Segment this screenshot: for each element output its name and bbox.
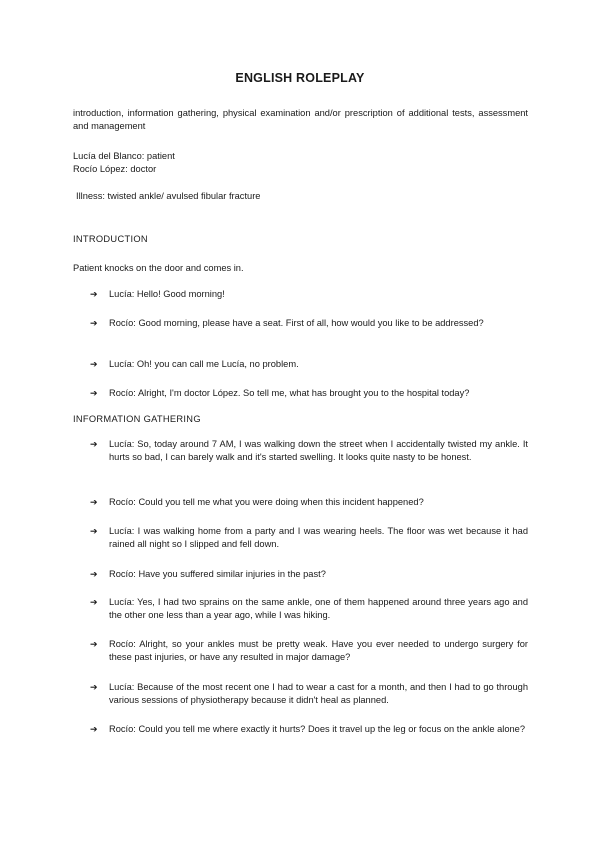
role-list bbox=[73, 150, 175, 176]
dialogue-line: Lucía: I was walking home from a party and I was wearing heels. The floor was wet because it had rained all night so I slipped and fell down. bbox=[109, 526, 528, 549]
arrow-bullet-icon: ➔ bbox=[90, 526, 98, 536]
introduction-heading: INTRODUCTION bbox=[73, 234, 148, 244]
dialogue-line: Rocío: Alright, so your ankles must be pretty weak. Have you ever needed to undergo surgery for these past injuries, or have any resulted in major damage? bbox=[109, 639, 528, 662]
dialogue-line: Rocío: Have you suffered similar injuries in the past? bbox=[109, 569, 326, 579]
arrow-bullet-icon: ➔ bbox=[90, 639, 98, 649]
arrow-bullet-icon: ➔ bbox=[90, 597, 98, 607]
dialogue-line: Rocío: Could you tell me what you were doing when this incident happened? bbox=[109, 497, 424, 507]
illness-line: Illness: twisted ankle/ avulsed fibular fracture bbox=[76, 191, 261, 201]
dialogue-line: Lucía: Because of the most recent one I had to wear a cast for a month, and then I had to go through various sessions of physiotherapy because it didn't heal as planned. bbox=[109, 682, 528, 705]
arrow-bullet-icon: ➔ bbox=[90, 682, 98, 692]
arrow-bullet-icon: ➔ bbox=[90, 318, 98, 328]
arrow-bullet-icon: ➔ bbox=[90, 359, 98, 369]
arrow-bullet-icon: ➔ bbox=[90, 569, 98, 579]
dialogue-line: Rocío: Good morning, please have a seat. First of all, how would you like to be addressed? bbox=[109, 318, 484, 328]
information-gathering-heading: INFORMATION GATHERING bbox=[73, 414, 201, 424]
arrow-bullet-icon: ➔ bbox=[90, 724, 98, 734]
introduction-note: Patient knocks on the door and comes in. bbox=[73, 263, 244, 273]
intro-paragraph: introduction, information gathering, physical examination and/or prescription of additional tests, assessment and management bbox=[73, 108, 528, 131]
role-patient: Lucía del Blanco: patient bbox=[73, 151, 175, 161]
arrow-bullet-icon: ➔ bbox=[90, 439, 98, 449]
dialogue-line: Lucía: So, today around 7 AM, I was walking down the street when I accidentally twisted my ankle. It hurts so bad, I can barely walk and it's started swelling. It looks quite nasty to be honest. bbox=[109, 439, 528, 462]
document-title: ENGLISH ROLEPLAY bbox=[235, 71, 365, 85]
dialogue-line: Lucía: Hello! Good morning! bbox=[109, 289, 225, 299]
arrow-bullet-icon: ➔ bbox=[90, 388, 98, 398]
dialogue-line: Lucía: Yes, I had two sprains on the same ankle, one of them happened around three years ago and the other one less than a year ago, while I was hiking. bbox=[109, 597, 528, 620]
dialogue-line: Rocío: Alright, I'm doctor López. So tell me, what has brought you to the hospital today? bbox=[109, 388, 470, 398]
dialogue-line: Lucía: Oh! you can call me Lucía, no problem. bbox=[109, 359, 299, 369]
arrow-bullet-icon: ➔ bbox=[90, 497, 98, 507]
dialogue-line: Rocío: Could you tell me where exactly it hurts? Does it travel up the leg or focus on the ankle alone? bbox=[109, 724, 526, 734]
arrow-bullet-icon: ➔ bbox=[90, 289, 98, 299]
role-doctor: Rocío López: doctor bbox=[73, 164, 157, 174]
